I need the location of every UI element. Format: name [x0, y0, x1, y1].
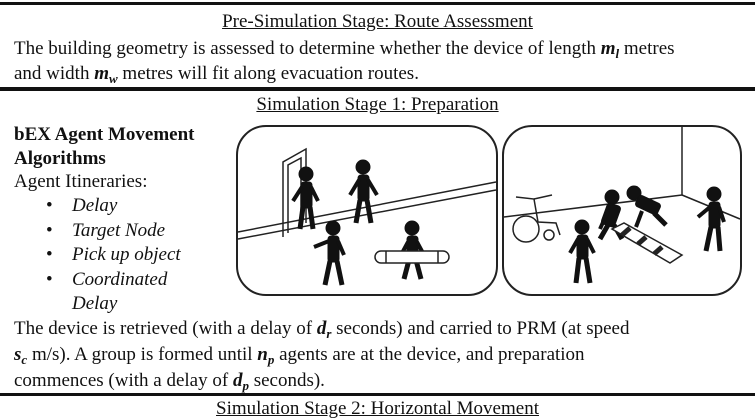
stage2-title-clip [0, 396, 755, 419]
symbol-d-r: $d_r$ [316, 318, 332, 341]
stage1-desc-line-1: The device is retrieved (with a delay of $d_r$ seconds) and carried to PRM (at speed [14, 318, 630, 341]
itinerary-list [44, 194, 181, 317]
algorithms-heading-line-2: Algorithms [14, 148, 106, 169]
illustration-corridor-panel [236, 125, 498, 296]
preparation-illustration [504, 127, 740, 294]
stage2-title: Simulation Stage 2: Horizontal Movement [216, 398, 539, 419]
stage1-desc-line-2: $s_c$ m/s). A group is formed until $n_p$ agents are at the device, and preparation [14, 344, 585, 367]
itinerary-item: • Target Node [44, 219, 181, 244]
symbol-s-c: $s_c$ [14, 344, 28, 367]
corridor-illustration [238, 127, 496, 294]
symbol-d-p: $d_p$ [232, 370, 249, 393]
stage1-title: Simulation Stage 1: Preparation [256, 94, 499, 115]
itineraries-label: Agent Itineraries: [14, 171, 148, 192]
illustration-preparation-panel [502, 125, 742, 296]
itinerary-item: • Delay [44, 194, 181, 219]
symbol-m-w: $m_w$ [94, 63, 118, 86]
pre-stage-line-2: and width $m_w$ metres will fit along evacuation routes. [14, 63, 419, 86]
itinerary-item-continued: Delay [72, 293, 118, 314]
itinerary-item: • Pick up object [44, 243, 181, 268]
algorithms-heading-line-1: bEX Agent Movement [14, 124, 195, 145]
itinerary-item: • Coordinated [44, 268, 181, 293]
pre-stage-title: Pre-Simulation Stage: Route Assessment [222, 11, 533, 32]
symbol-m-l: $m_l$ [600, 38, 620, 61]
symbol-n-p: $n_p$ [257, 344, 275, 367]
top-border [0, 2, 755, 5]
stage1-desc-line-3: commences (with a delay of $d_p$ seconds). [14, 370, 325, 393]
pre-stage-line-1: The building geometry is assessed to determine whether the device of length $m_l$ metres [14, 38, 675, 61]
